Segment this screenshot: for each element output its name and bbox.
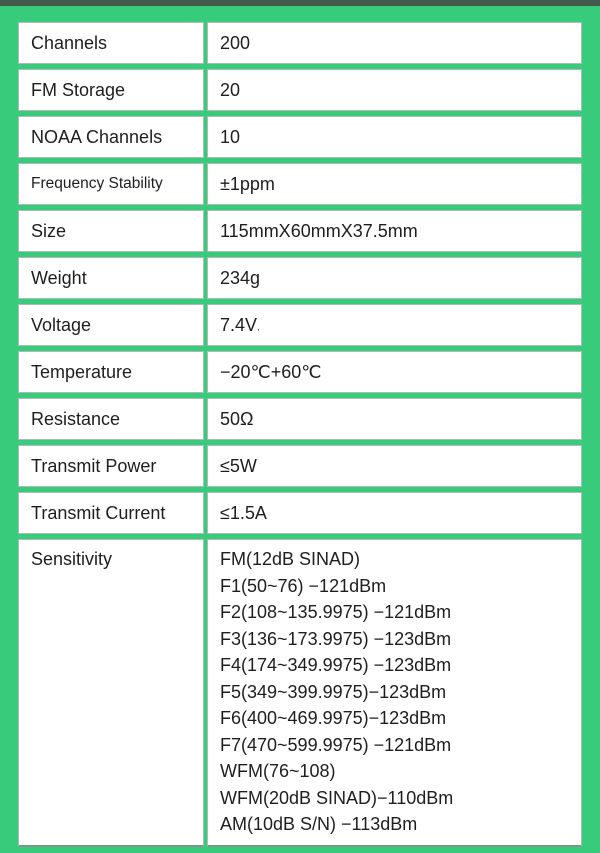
spec-value-line: F7(470~599.9975) −121dBm — [220, 734, 452, 755]
spec-value — [207, 539, 582, 847]
spec-value — [207, 210, 582, 252]
table-row — [18, 398, 582, 440]
spec-value — [207, 304, 582, 346]
table-row — [18, 445, 582, 487]
spec-value-text: ≤5W — [220, 455, 257, 476]
top-dark-strip — [0, 0, 600, 6]
spec-value-text: 50Ω — [220, 408, 254, 429]
spec-label: Temperature — [18, 351, 204, 393]
table-row — [18, 539, 582, 847]
spec-value-text: 7.4V — [220, 314, 258, 335]
spec-value-text: 20 — [220, 79, 241, 100]
spec-value — [207, 492, 582, 534]
spec-value-line: F3(136~173.9975) −123dBm — [220, 628, 452, 649]
spec-value — [207, 257, 582, 299]
spec-value-line: F1(50~76) −121dBm — [220, 575, 387, 596]
spec-label: Sensitivity — [18, 539, 204, 847]
table-row — [18, 304, 582, 346]
spec-value — [207, 22, 582, 64]
spec-label: FM Storage — [18, 69, 204, 111]
table-row — [18, 210, 582, 252]
spec-value-text: 115mmX60mmX37.5mm — [220, 220, 418, 241]
spec-label: NOAA Channels — [18, 116, 204, 158]
spec-value-text: ≤1.5A — [220, 502, 267, 523]
table-row — [18, 257, 582, 299]
spec-label: Weight — [18, 257, 204, 299]
spec-value — [207, 69, 582, 111]
table-row — [18, 69, 582, 111]
spec-label: Resistance — [18, 398, 204, 440]
spec-value-line: F5(349~399.9975)−123dBm — [220, 681, 447, 702]
spec-label: Size — [18, 210, 204, 252]
specification-table — [18, 22, 582, 847]
spec-value-line: AM(10dB S/N) −113dBm — [220, 814, 418, 834]
spec-value — [207, 351, 582, 393]
spec-value-text: −20℃+60℃ — [220, 361, 322, 382]
spec-value-line: F2(108~135.9975) −121dBm — [220, 602, 452, 622]
table-row — [18, 116, 582, 158]
spec-value-line: F4(174~349.9975) −123dBm — [220, 655, 452, 675]
spec-label: Voltage — [18, 304, 204, 346]
spec-value-text: 10 — [220, 126, 241, 147]
spec-value-line: WFM(20dB SINAD)−110dBm — [220, 787, 454, 808]
spec-value-text: ±1ppm — [220, 173, 275, 194]
spec-value-text: 200 — [220, 32, 251, 53]
spec-value — [207, 116, 582, 158]
spec-value-line: F6(400~469.9975)−123dBm — [220, 708, 447, 728]
spec-value-text: 234g — [220, 267, 261, 288]
spec-value — [207, 163, 582, 205]
spec-value-line: WFM(76~108) — [220, 761, 336, 781]
spec-label: Transmit Current — [18, 492, 204, 534]
spec-label: Frequency Stability — [18, 163, 204, 205]
spec-label: Transmit Power — [18, 445, 204, 487]
spec-value — [207, 445, 582, 487]
spec-value-line: FM(12dB SINAD) — [220, 549, 361, 569]
spec-value — [207, 398, 582, 440]
spec-value-artifact-mark: , — [257, 322, 260, 333]
table-row — [18, 163, 582, 205]
table-row — [18, 351, 582, 393]
spec-label: Channels — [18, 22, 204, 64]
table-row — [18, 22, 582, 64]
table-row — [18, 492, 582, 534]
